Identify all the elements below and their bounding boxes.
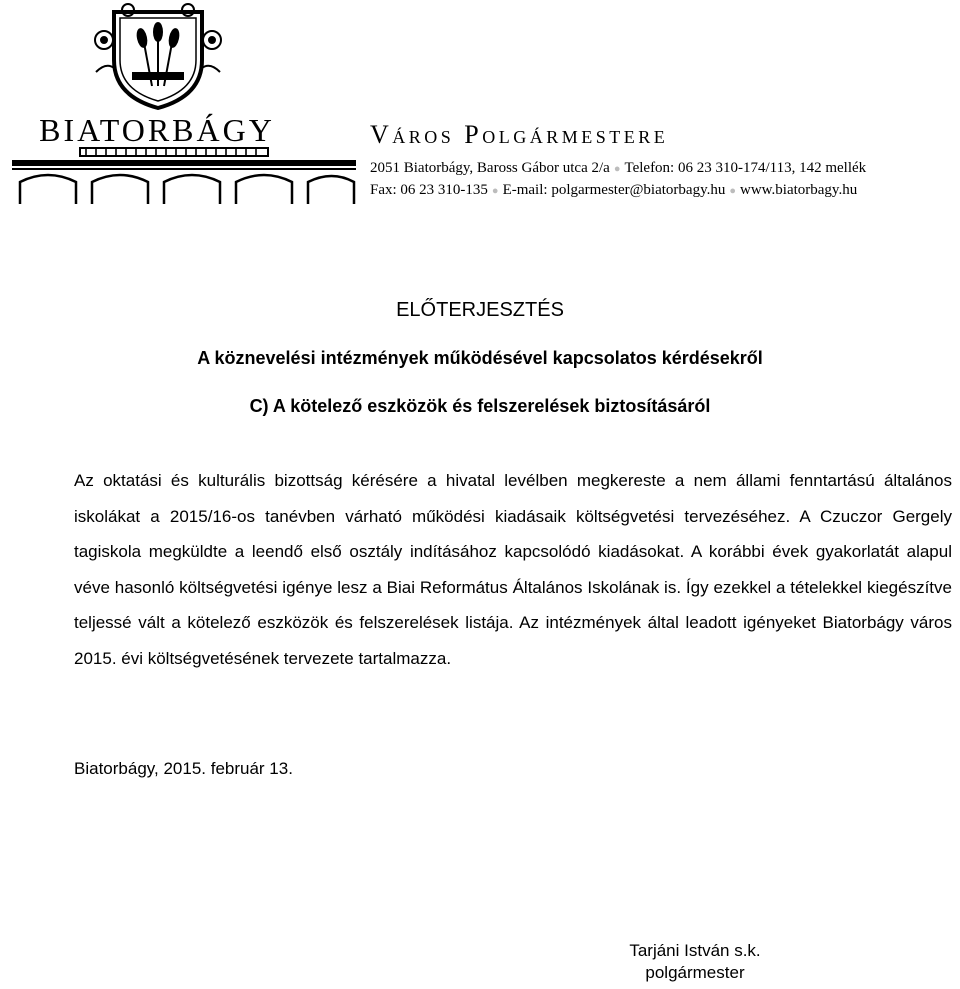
email-text: E-mail: polgarmester@biatorbagy.hu xyxy=(502,182,726,198)
separator-dot-icon: ● xyxy=(613,163,621,175)
signatory-title: polgármester xyxy=(645,963,745,982)
signatory-name: Tarjáni István s.k. xyxy=(629,941,761,960)
section-title: C) A kötelező eszközök és felszerelések biztosításáról xyxy=(249,396,711,416)
svg-text:BIATORBÁGY: BIATORBÁGY xyxy=(39,112,275,148)
contact-line-fax xyxy=(370,180,857,201)
fax-text: Fax: 06 23 310-135 xyxy=(370,182,488,198)
brand-wordmark-logo xyxy=(22,112,292,148)
separator-dot-icon: ● xyxy=(729,185,737,197)
phone-text: Telefon: 06 23 310-174/113, 142 mellék xyxy=(624,160,867,176)
address-text: 2051 Biatorbágy, Baross Gábor utca 2/a xyxy=(370,160,610,176)
coat-of-arms-icon xyxy=(92,2,224,110)
website-text: www.biatorbagy.hu xyxy=(740,182,858,198)
document-type-heading: ELŐTERJESZTÉS xyxy=(396,299,564,321)
document-date: Biatorbágy, 2015. február 13. xyxy=(74,759,293,778)
signature-block xyxy=(612,940,778,984)
body-paragraph: Az oktatási és kulturális bizottság kérésére a hivatal levélben megkereste a nem állami fenntartású általános iskolákat a 2015/16-os tanévben várható működési kiadásaik költségvetési tervezéséhez. A Czuczor Gergely tagiskola megküldte a leendő első osztály indításához kapcsolódó kiadásokat. A korábbi évek gyakorlatát alapul véve hasonló költségvetési igénye lesz a Biai Református Általános Iskolának is. Így ezekkel a tételekkel kiegészítve teljessé vált a kötelező eszközök és felszerelések listája. Az intézmények által leadott igényeket Biatorbágy város 2015. évi költségvetésének tervezete tartalmazza. xyxy=(74,471,952,668)
office-title: Város Polgármestere xyxy=(370,120,669,149)
viaduct-illustration-icon xyxy=(8,146,360,206)
contact-line-address xyxy=(370,158,866,179)
document-subtitle: A köznevelési intézmények működésével kapcsolatos kérdésekről xyxy=(197,348,763,368)
separator-dot-icon: ● xyxy=(491,185,499,197)
